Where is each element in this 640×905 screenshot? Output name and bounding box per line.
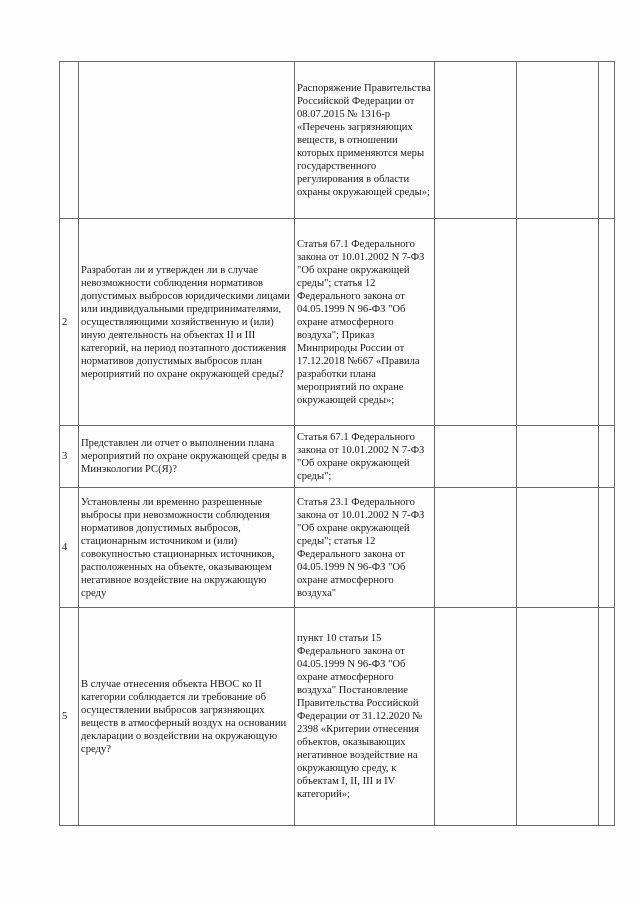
row-question: В случае отнесения объекта НВОС ко II категории соблюдается ли требование об осуществлении выбросов загрязняющих веществ в атмосферный воздух на основании декларации о воздействии на окружающую среду? bbox=[79, 608, 295, 826]
table-row bbox=[60, 426, 615, 488]
empty-cell bbox=[435, 219, 517, 426]
empty-cell bbox=[517, 219, 599, 426]
row-question: Установлены ли временно разрешенные выбросы при невозможности соблюдения нормативов допустимых выбросов, стационарным источником и (или) совокупностью стационарных источников, расположенных на объекте, оказывающем негативное воздействие на окружающую среду bbox=[79, 488, 295, 608]
empty-cell bbox=[599, 488, 615, 608]
empty-cell bbox=[599, 426, 615, 488]
row-number: 3 bbox=[60, 426, 79, 488]
row-question: Разработан ли и утвержден ли в случае невозможности соблюдения нормативов допустимых выбросов юридическими лицами или индивидуальными предпринимателями, осуществляющими хозяйственную и (или) иную деятельность на объектах II и III категорий, на период поэтапного достижения нормативов допустимых выбросов план мероприятий по охране окружающей среды? bbox=[79, 219, 295, 426]
row-question: Представлен ли отчет о выполнении плана мероприятий по охране окружающей среды в Минэкологии РС(Я)? bbox=[79, 426, 295, 488]
empty-cell bbox=[599, 608, 615, 826]
row-legal-basis: Распоряжение Правительства Российской Федерации от 08.07.2015 № 1316-р «Перечень загрязняющих веществ, в отношении которых применяются меры государственного регулирования в области охраны окружающей среды»; bbox=[295, 62, 435, 219]
table-row bbox=[60, 219, 615, 426]
checklist-table bbox=[59, 61, 615, 826]
empty-cell bbox=[517, 62, 599, 219]
empty-cell bbox=[517, 608, 599, 826]
table-row bbox=[60, 488, 615, 608]
empty-cell bbox=[599, 219, 615, 426]
empty-cell bbox=[599, 62, 615, 219]
empty-cell bbox=[517, 488, 599, 608]
row-legal-basis: пункт 10 статьи 15 Федерального закона от 04.05.1999 N 96-ФЗ "Об охране атмосферного воздуха" Постановление Правительства Российской Федерации от 31.12.2020 № 2398 «Критерии отнесения объектов, оказывающих негативное воздействие на окружающую среду, к объектам I, II, III и IV категорий»; bbox=[295, 608, 435, 826]
row-number: 2 bbox=[60, 219, 79, 426]
table-row bbox=[60, 62, 615, 219]
empty-cell bbox=[435, 426, 517, 488]
row-number: 5 bbox=[60, 608, 79, 826]
empty-cell bbox=[435, 608, 517, 826]
empty-cell bbox=[435, 488, 517, 608]
row-legal-basis: Статья 67.1 Федерального закона от 10.01.2002 N 7-ФЗ "Об охране окружающей среды"; bbox=[295, 426, 435, 488]
row-number: 4 bbox=[60, 488, 79, 608]
empty-cell bbox=[517, 426, 599, 488]
row-number bbox=[60, 62, 79, 219]
row-legal-basis: Статья 23.1 Федерального закона от 10.01.2002 N 7-ФЗ "Об охране окружающей среды"; статья 12 Федерального закона от 04.05.1999 N 96-ФЗ "Об охране атмосферного воздуха" bbox=[295, 488, 435, 608]
row-question bbox=[79, 62, 295, 219]
empty-cell bbox=[435, 62, 517, 219]
table-row bbox=[60, 608, 615, 826]
row-legal-basis: Статья 67.1 Федерального закона от 10.01.2002 N 7-ФЗ "Об охране окружающей среды"; статья 12 Федерального закона от 04.05.1999 N 96-ФЗ "Об охране атмосферного воздуха"; Приказ Минприроды России от 17.12.2018 №667 «Правила разработки плана мероприятий по охране окружающей среды»; bbox=[295, 219, 435, 426]
